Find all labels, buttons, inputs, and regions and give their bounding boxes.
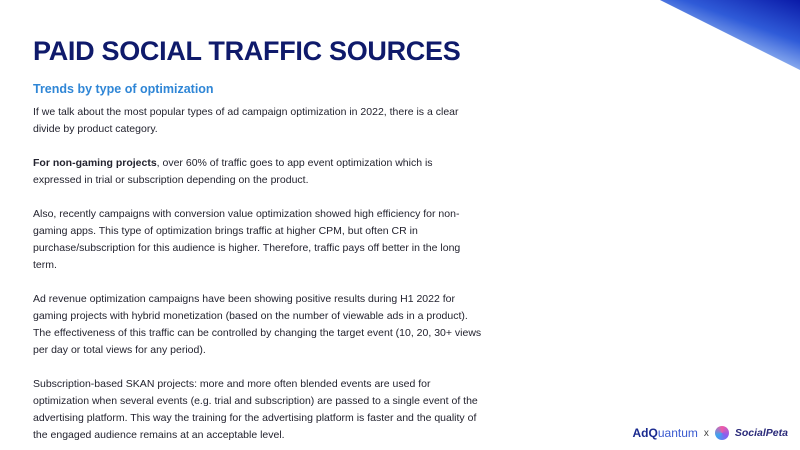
paragraph-5: Subscription-based SKAN projects: more and more often blended events are used for optimization when several events (e.g. trial and subscription) are passed to a single event of the advertising platform. This way the training for the advertising platform is faster and the quality of the engaged audience remains at an acceptable level.	[33, 378, 478, 441]
paragraph-1: If we talk about the most popular types of ad campaign optimization in 2022, there is a clear divide by product category.	[33, 106, 459, 135]
times-separator: x	[703, 427, 709, 439]
footer-logos	[633, 426, 789, 440]
section-subtitle: Trends by type of optimization	[33, 82, 214, 96]
corner-gradient-decoration	[660, 0, 800, 70]
paragraph-2-bold: For non-gaming projects	[33, 157, 157, 169]
paragraph-3: Also, recently campaigns with conversion value optimization showed high efficiency for non-gaming apps. This type of optimization brings traffic at higher CPM, but often CR in purchase/subscription for this audience is higher. Therefore, traffic pays off better in the long term.	[33, 208, 461, 271]
socialpeta-icon	[715, 426, 729, 440]
socialpeta-logo: SocialPeta	[734, 427, 788, 439]
paragraph-2-rest: , over 60% of traffic goes to app event optimization which is expressed in trial or subscription depending on the product.	[33, 157, 433, 186]
page-title: PAID SOCIAL TRAFFIC SOURCES	[33, 36, 461, 66]
adquantum-logo: AdQuantum	[632, 426, 698, 440]
paragraph-2	[33, 155, 483, 189]
body-text	[33, 104, 483, 444]
paragraph-4: Ad revenue optimization campaigns have been showing positive results during H1 2022 for gaming projects with hybrid monetization (based on the number of viewable ads in a product). The effectiveness of this traffic can be controlled by changing the target event (10, 20, 30+ views per day or total views for any period).	[33, 293, 482, 356]
